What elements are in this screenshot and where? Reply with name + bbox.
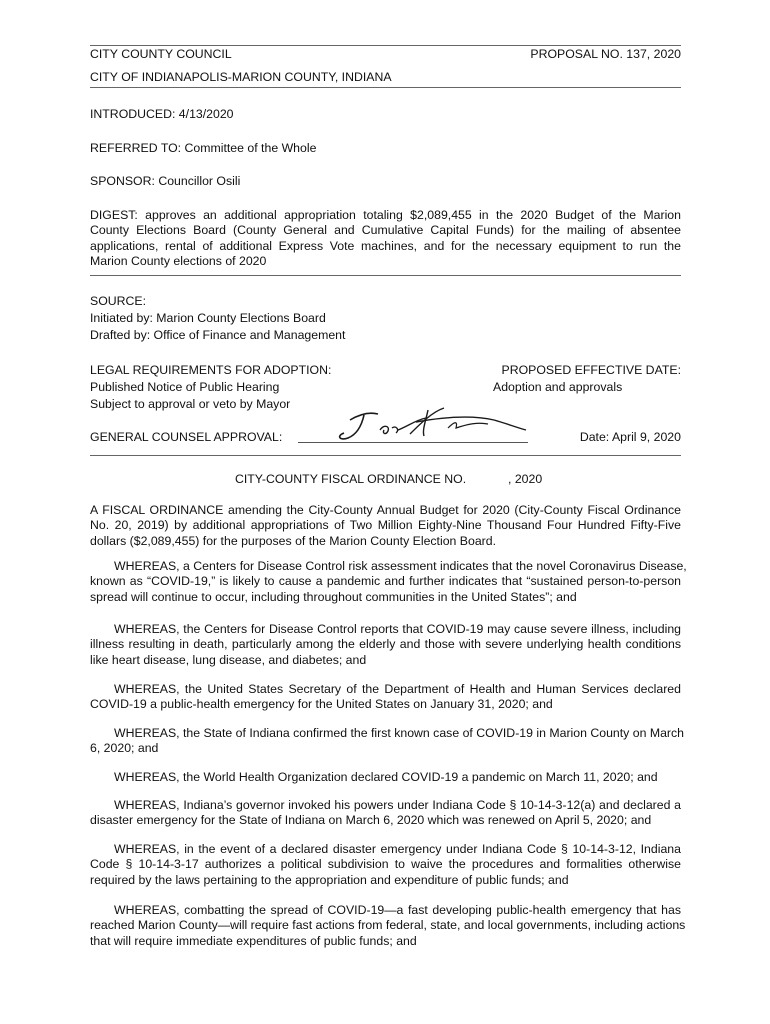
top-rule	[90, 45, 681, 46]
whereas-clause	[90, 903, 686, 949]
source-drafted: Drafted by: Office of Finance and Management	[90, 328, 346, 342]
signature-line	[298, 442, 528, 443]
counsel-rule	[90, 455, 681, 456]
source-initiated: Initiated by: Marion County Elections Board	[90, 311, 326, 325]
counsel-signature	[298, 400, 538, 448]
intro-line: No. 20, 2019) by additional appropriations of Two Million Eighty-Nine Thousand Four Hundred Fifty-Five	[90, 518, 681, 533]
legal-line-2: Subject to approval or veto by Mayor	[90, 397, 291, 411]
approval-date: Date: April 9, 2020	[579, 430, 681, 444]
whereas-line: WHEREAS, the United States Secretary of the Department of Health and Human Services declared	[114, 682, 681, 696]
header-rule	[90, 87, 681, 88]
digest-line: County Elections Board (County General and Cumulative Capital Funds) for the mailing of absentee	[90, 223, 681, 238]
whereas-line: spread will continue to occur, including throughout communities in the United States”; and	[90, 589, 577, 604]
whereas-line: reached Marion County—will require fast actions from federal, state, and local governments, including actions	[90, 918, 686, 933]
introduced-line: INTRODUCED: 4/13/2020	[90, 107, 234, 121]
effective-value: Adoption and approvals	[493, 380, 623, 394]
whereas-line: like heart disease, lung disease, and diabetes; and	[90, 652, 367, 667]
digest-line: Marion County elections of 2020	[90, 254, 267, 269]
whereas-line: WHEREAS, combatting the spread of COVID-19—a fast developing public-health emergency that has	[114, 903, 681, 917]
council-name: CITY COUNTY COUNCIL	[90, 47, 232, 61]
whereas-clause	[90, 622, 681, 668]
whereas-line: known as “COVID-19,” is likely to cause a pandemic and further indicates that “sustained person-to-person	[90, 574, 681, 589]
whereas-line: WHEREAS, the State of Indiana confirmed the first known case of COVID-19 in Marion County on March	[114, 726, 685, 740]
intro-line: A FISCAL ORDINANCE amending the City-County Annual Budget for 2020 (City-County Fiscal Ordinance	[90, 503, 681, 517]
whereas-line: WHEREAS, a Centers for Disease Control risk assessment indicates that the novel Coronavirus Disease,	[114, 559, 687, 573]
source-heading: SOURCE:	[90, 294, 147, 308]
whereas-line: 6, 2020; and	[90, 741, 159, 756]
whereas-line: that will require immediate expenditures of public funds; and	[90, 933, 417, 948]
whereas-line: WHEREAS, the Centers for Disease Control reports that COVID-19 may cause severe illness, including	[114, 622, 681, 636]
whereas-clause	[90, 559, 687, 605]
ordinance-intro	[90, 503, 681, 549]
ordinance-title: CITY-COUNTY FISCAL ORDINANCE NO.	[235, 472, 467, 486]
whereas-line: disaster emergency for the State of Indiana on March 6, 2020 which was renewed on April 5, 2020; and	[90, 813, 652, 828]
legal-heading: LEGAL REQUIREMENTS FOR ADOPTION:	[90, 363, 332, 377]
whereas-clause	[90, 842, 681, 888]
whereas-clause	[90, 726, 685, 757]
whereas-line: WHEREAS, Indiana’s governor invoked his powers under Indiana Code § 10-14-3-12(a) and declared a	[114, 798, 681, 812]
intro-line: dollars ($2,089,455) for the purposes of the Marion County Election Board.	[90, 533, 497, 548]
whereas-line: required by the laws pertaining to the appropriation and expenditure of public funds; and	[90, 872, 569, 887]
proposal-number: PROPOSAL NO. 137, 2020	[530, 47, 681, 61]
whereas-line: illness resulting in death, particularly among the elderly and those with severe underlying health conditions	[90, 637, 681, 652]
city-name: CITY OF INDIANAPOLIS-MARION COUNTY, INDIANA	[90, 70, 392, 84]
whereas-clause	[90, 682, 681, 713]
whereas-line: WHEREAS, in the event of a declared disaster emergency under Indiana Code § 10-14-3-12, Indiana	[114, 842, 681, 856]
sponsor-line: SPONSOR: Councillor Osili	[90, 174, 241, 188]
whereas-line: Code § 10-14-3-17 authorizes a political subdivision to waive the procedures and formalities otherwise	[90, 857, 681, 872]
digest-line: DIGEST: approves an additional appropriation totaling $2,089,455 in the 2020 Budget of the Marion	[90, 208, 681, 222]
legal-line-1: Published Notice of Public Hearing	[90, 380, 280, 394]
digest-rule	[90, 275, 681, 276]
digest-paragraph	[90, 208, 681, 270]
whereas-clause	[90, 770, 681, 785]
digest-line: applications, rental of additional Express Vote machines, and for the necessary equipment to run the	[90, 238, 681, 253]
effective-heading: PROPOSED EFFECTIVE DATE:	[501, 363, 681, 377]
whereas-clause	[90, 798, 681, 829]
counsel-label: GENERAL COUNSEL APPROVAL:	[90, 430, 283, 444]
ordinance-year: , 2020	[508, 472, 543, 486]
referred-line: REFERRED TO: Committee of the Whole	[90, 141, 317, 155]
whereas-line: WHEREAS, the World Health Organization declared COVID-19 a pandemic on March 11, 2020; and	[114, 770, 658, 784]
whereas-line: COVID-19 a public-health emergency for the United States on January 31, 2020; and	[90, 697, 553, 712]
